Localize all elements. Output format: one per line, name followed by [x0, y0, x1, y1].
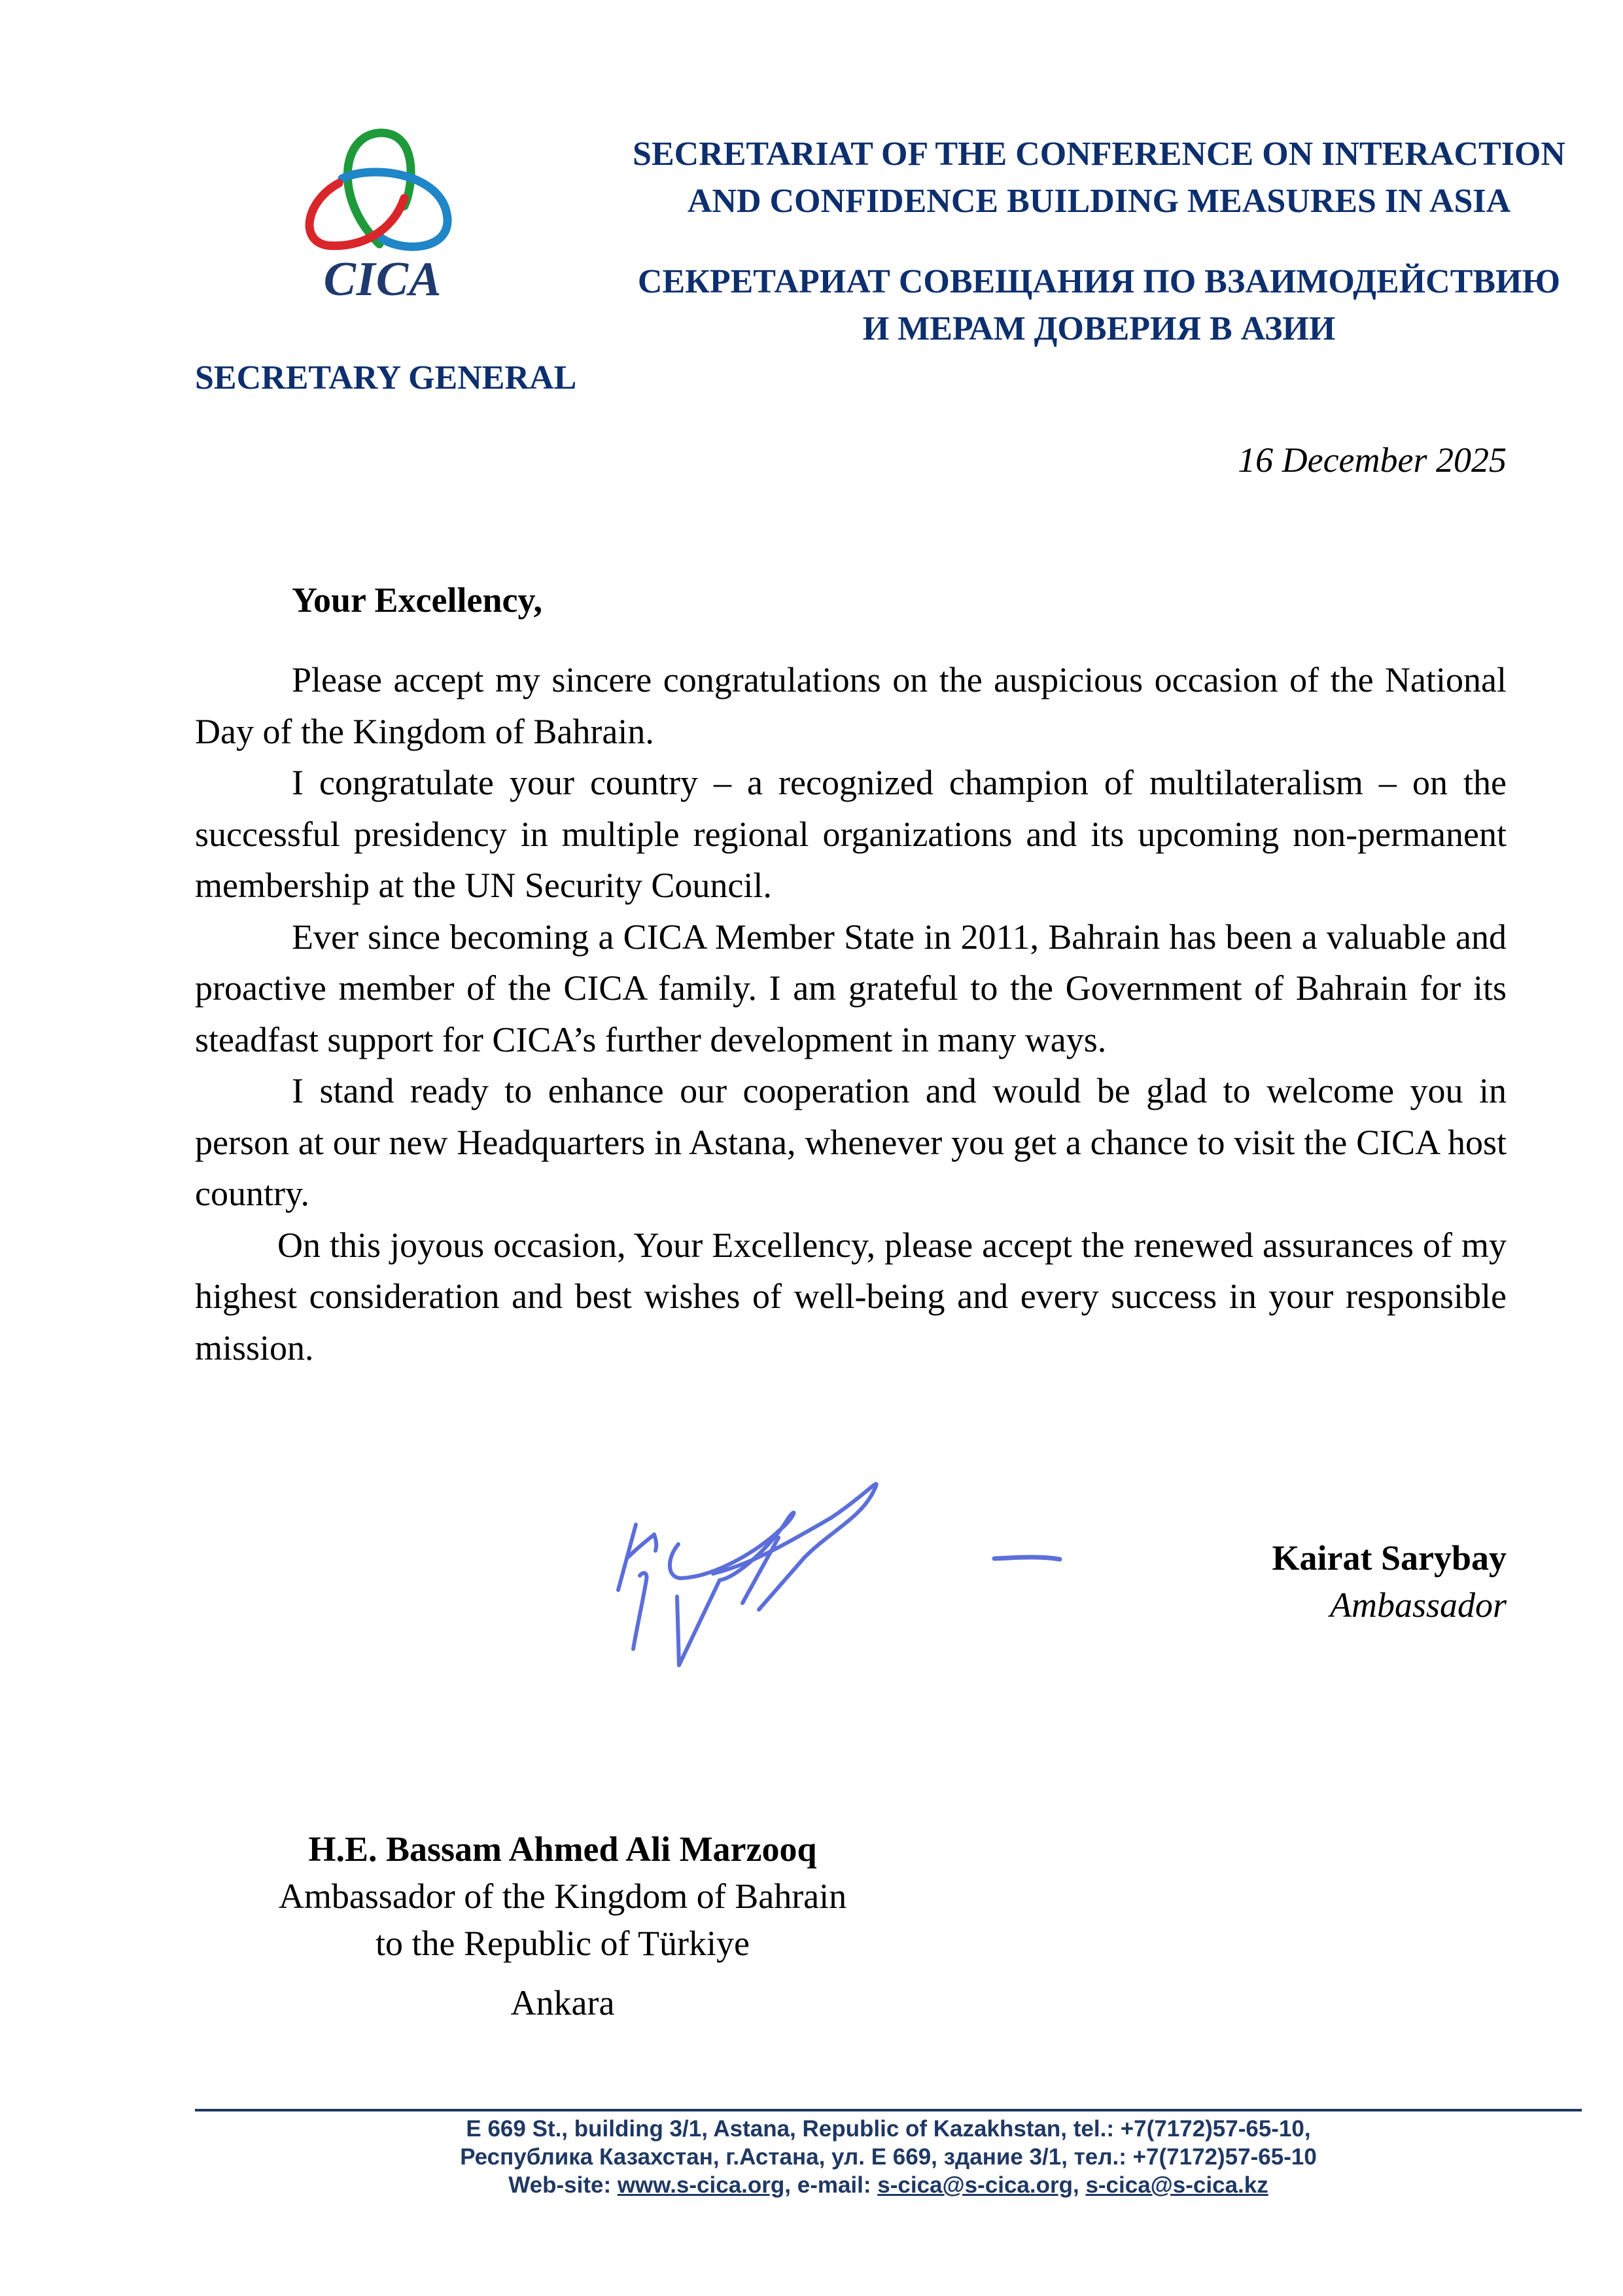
- addressee-title-line-2: to the Republic of Türkiye: [375, 1924, 750, 1963]
- footer-address-ru: Республика Казахстан, г.Астана, ул. Е 669, здание 3/1, тел.: +7(7172)57-65-10: [460, 2144, 1317, 2170]
- footer-web-line: [195, 2171, 1582, 2199]
- email-link-kz[interactable]: s-cica@s-cica.kz: [1085, 2172, 1268, 2198]
- website-link[interactable]: www.s-cica.org: [617, 2172, 785, 2198]
- title-ru-line-2: И МЕРАМ ДОВЕРИЯ В АЗИИ: [862, 310, 1336, 347]
- email-link-org[interactable]: s-cica@s-cica.org: [877, 2172, 1073, 2198]
- title-en-line-2: AND CONFIDENCE BUILDING MEASURES IN ASIA: [687, 183, 1511, 220]
- body-paragraph: Please accept my sincere congratulations on the auspicious occasion of the National Day of the Kingdom of Bahrain.: [195, 660, 1507, 751]
- addressee-title-line-1: Ambassador of the Kingdom of Bahrain: [278, 1877, 847, 1916]
- organization-title-ru: [608, 258, 1590, 353]
- signature-icon: [608, 1466, 1249, 1675]
- title-ru-line-1: СЕКРЕТАРИАТ СОВЕЩАНИЯ ПО ВЗАИМОДЕЙСТВИЮ: [637, 263, 1561, 300]
- cica-knot-icon: [301, 128, 458, 252]
- footer-contacts: [195, 2115, 1582, 2199]
- body-paragraph: On this joyous occasion, Your Excellency, please accept the renewed assurances of my highest consideration and best wishes of well-being and every success in your responsible mission.: [195, 1225, 1507, 1368]
- body-paragraph: Ever since becoming a CICA Member State in 2011, Bahrain has been a valuable and proactive member of the CICA family. I am grateful to the Government of Bahrain for its steadfast support for CICA’s further development in many ways.: [195, 917, 1507, 1059]
- footer-divider: [195, 2109, 1582, 2111]
- addressee-city: Ankara: [510, 1983, 615, 2022]
- addressee-name: H.E. Bassam Ahmed Ali Marzooq: [308, 1829, 817, 1869]
- title-en-line-1: SECRETARIAT OF THE CONFERENCE ON INTERACTION: [633, 135, 1565, 173]
- handwritten-signature: [608, 1466, 1249, 1675]
- logo-text: CICA: [323, 253, 442, 306]
- email-separator: ,: [1072, 2172, 1086, 2198]
- website-label: Web-site:: [508, 2172, 618, 2198]
- addressee-block: [196, 1826, 929, 1967]
- signer-name: Kairat Sarybay: [1272, 1538, 1507, 1578]
- body-paragraph: I congratulate your country – a recognized champion of multilateralism – on the successful presidency in multiple regional organizations and its upcoming non-permanent membership at the UN Security Council.: [195, 763, 1507, 905]
- letter-date: 16 December 2025: [1238, 440, 1507, 480]
- email-label: , e-mail:: [784, 2172, 878, 2198]
- signer-title: Ambassador: [1329, 1585, 1507, 1625]
- office-title: SECRETARY GENERAL: [195, 359, 577, 397]
- body-paragraph: I stand ready to enhance our cooperation and would be glad to welcome you in person at our new Headquarters in Astana, whenever you get a chance to visit the CICA host country.: [195, 1071, 1507, 1213]
- salutation: Your Excellency,: [292, 580, 542, 620]
- letter-body: [195, 654, 1507, 1373]
- organization-title-en: [608, 131, 1590, 225]
- footer-address-en: E 669 St., building 3/1, Astana, Republic of Kazakhstan, tel.: +7(7172)57-65-10,: [466, 2116, 1311, 2142]
